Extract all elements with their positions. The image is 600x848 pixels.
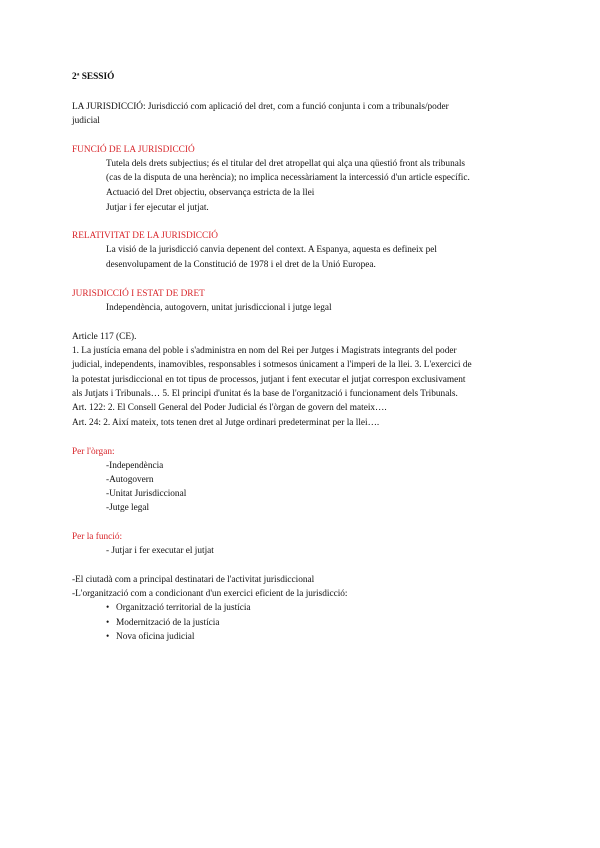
intro-line-1: LA JURISDICCIÓ: Jurisdicció com aplicació del dret, com a funció conjunta i com a tribunals/poder [72, 102, 449, 112]
heading-funcio: FUNCIÓ DE LA JURISDICCIÓ [72, 145, 195, 155]
funcio-item-1-line-1: Tutela dels drets subjectius; és el titular del dret atropellat qui alça una qüestió front als tribunals [106, 159, 466, 169]
article-line-2: judicial, independents, inamovibles, responsables i sotmesos únicament a l'imperi de la llei. 3. L'exercici de [72, 360, 472, 370]
heading-estat-de-dret: JURISDICCIÓ I ESTAT DE DRET [72, 289, 205, 299]
article-title: Article 117 (CE). [72, 332, 137, 342]
per-funcio-item: - Jutjar i fer executar el jutjat [106, 546, 214, 556]
article-line-3: la potestat jurisdiccional en tot tipus de processos, jutjant i fent executar el jutjat correspon exclusivament [72, 375, 466, 385]
per-organ-item: -Unitat Jurisdiccional [106, 489, 187, 499]
closing-bullet-list [106, 601, 251, 645]
closing-line-2: -L'organització com a condicionant d'un exercici eficient de la jurisdicció: [72, 589, 348, 599]
per-organ-item: -Independència [106, 461, 164, 471]
per-organ-item: -Jutge legal [106, 503, 150, 513]
closing-line-1: -El ciutadà com a principal destinatari de l'activitat jurisdiccional [72, 575, 315, 585]
funcio-item-2: Actuació del Dret objectiu, observança estricta de la llei [106, 188, 315, 198]
funcio-item-3: Jutjar i fer ejecutar el jutjat. [106, 203, 209, 213]
heading-relativitat: RELATIVITAT DE LA JURISDICCIÓ [72, 231, 219, 241]
funcio-item-1-line-2: (cas de la disputa de una herència); no implica necessàriament la intercessió d'un article específic. [106, 173, 470, 183]
list-item: • Modernització de la justícia [106, 616, 251, 631]
list-item: • Nova oficina judicial [106, 630, 251, 645]
estat-text: Independència, autogovern, unitat jurisdiccional i jutge legal [106, 303, 332, 313]
list-item: • Organització territorial de la justícia [106, 601, 251, 616]
article-line-1: 1. La justícia emana del poble i s'administra en nom del Rei per Jutges i Magistrats integrants del poder [72, 346, 457, 356]
article-line-5: Art. 122: 2. El Consell General del Poder Judicial és l'òrgan de govern del mateix…. [72, 403, 387, 413]
intro-line-2: judicial [72, 116, 100, 126]
session-title: 2ª SESSIÓ [72, 72, 115, 82]
per-organ-item: -Autogovern [106, 475, 154, 485]
article-line-4: als Jutjats i Tribunals… 5. El principi d'unitat és la base de l'organització i funcionament dels Tribunals. [72, 389, 458, 399]
heading-per-organ: Per l'òrgan: [72, 447, 115, 457]
relativitat-line-2: desenvolupament de la Constitució de 1978 i el dret de la Unió Europea. [106, 260, 376, 270]
relativitat-line-1: La visió de la jurisdicció canvia depenent del context. A Espanya, aquesta es defineix pel [106, 245, 437, 255]
article-line-6: Art. 24: 2. Així mateix, tots tenen dret al Jutge ordinari predeterminat per la llei…. [72, 418, 380, 428]
heading-per-funcio: Per la funció: [72, 532, 123, 542]
